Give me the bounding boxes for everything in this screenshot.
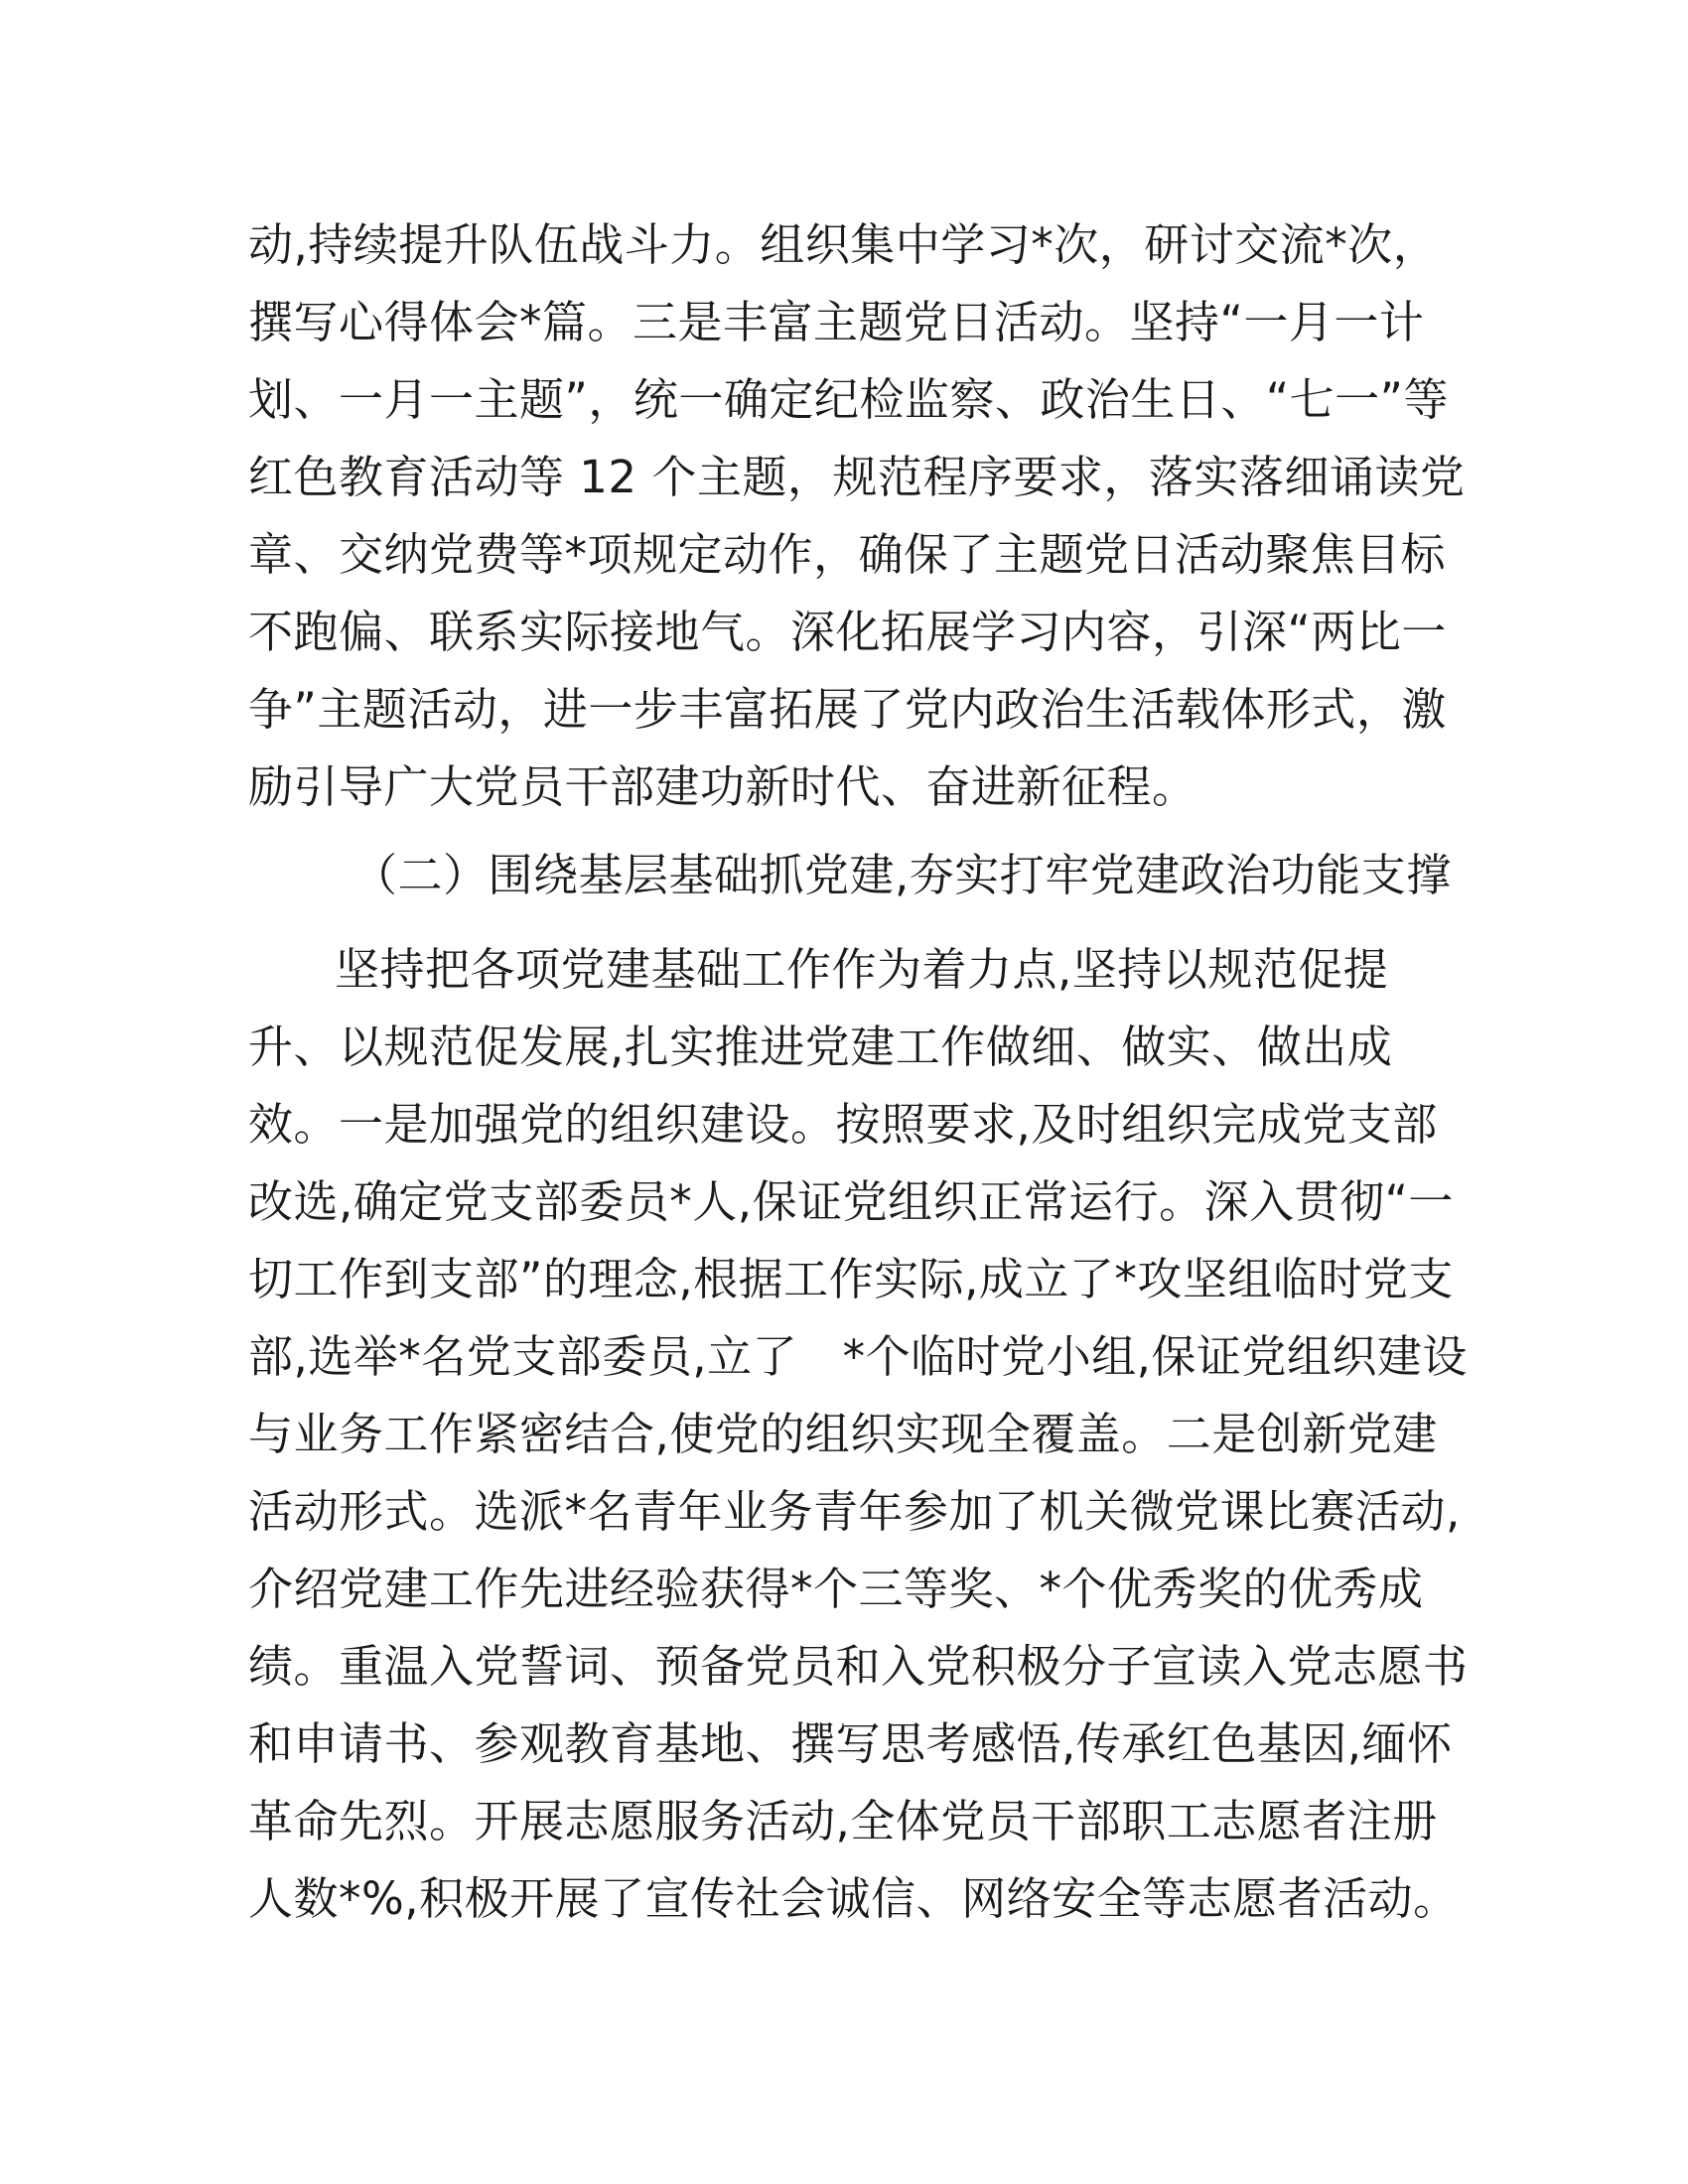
body-text-line: 切工作到支部”的理念,根据工作实际,成立了*攻坚组临时党支 — [248, 1253, 1454, 1305]
body-text-line: 人数*%,积极开展了宣传社会诚信、网络安全等志愿者活动。 — [248, 1872, 1459, 1925]
body-text-line: 与业务工作紧密结合,使党的组织实现全覆盖。二是创新党建 — [248, 1408, 1438, 1460]
body-text-line: 效。一是加强党的组织建设。按照要求,及时组织完成党支部 — [248, 1098, 1438, 1151]
body-text-line: 介绍党建工作先进经验获得*个三等奖、*个优秀奖的优秀成 — [248, 1563, 1424, 1615]
body-text-line: 励引导广大党员干部建功新时代、奋进新征程。 — [248, 760, 1197, 813]
body-text-line: 划、一月一主题”，统一确定纪检监察、政治生日、“七一”等 — [248, 373, 1449, 426]
body-text-line: 撰写心得体会*篇。三是丰富主题党日活动。坚持“一月一计 — [248, 296, 1425, 348]
body-text-line: 和申请书、参观教育基地、撰写思考感悟,传承红色基因,缅怀 — [248, 1717, 1453, 1770]
body-text-line: 升、以规范促发展,扎实推进党建工作做细、做实、做出成 — [248, 1021, 1393, 1073]
body-text-line: 不跑偏、联系实际接地气。深化拓展学习内容，引深“两比一 — [248, 606, 1447, 658]
body-text-line: 动,持续提升队伍战斗力。组织集中学习*次，研讨交流*次， — [248, 218, 1439, 271]
section-heading: （二）围绕基层基础抓党建,夯实打牢党建政治功能支撑 — [352, 849, 1452, 901]
body-text-line: 坚持把各项党建基础工作作为着力点,坚持以规范促提 — [335, 943, 1389, 996]
body-text-line: 革命先烈。开展志愿服务活动,全体党员干部职工志愿者注册 — [248, 1795, 1438, 1847]
body-text-line: 章、交纳党费等*项规定动作，确保了主题党日活动聚焦目标 — [248, 528, 1447, 581]
body-text-line: 红色教育活动等 12 个主题，规范程序要求，落实落细诵读党 — [248, 451, 1466, 503]
body-text-line: 争”主题活动，进一步丰富拓展了党内政治生活载体形式，激 — [248, 683, 1447, 736]
body-text-line: 部,选举*名党支部委员,立了 *个临时党小组,保证党组织建设 — [248, 1330, 1468, 1383]
body-text-line: 绩。重温入党誓词、预备党员和入党积极分子宣读入党志愿书 — [248, 1640, 1469, 1693]
body-text-line: 改选,确定党支部委员*人,保证党组织正常运行。深入贯彻“一 — [248, 1175, 1454, 1228]
body-text-line: 活动形式。选派*名青年业务青年参加了机关微党课比赛活动, — [248, 1485, 1461, 1538]
